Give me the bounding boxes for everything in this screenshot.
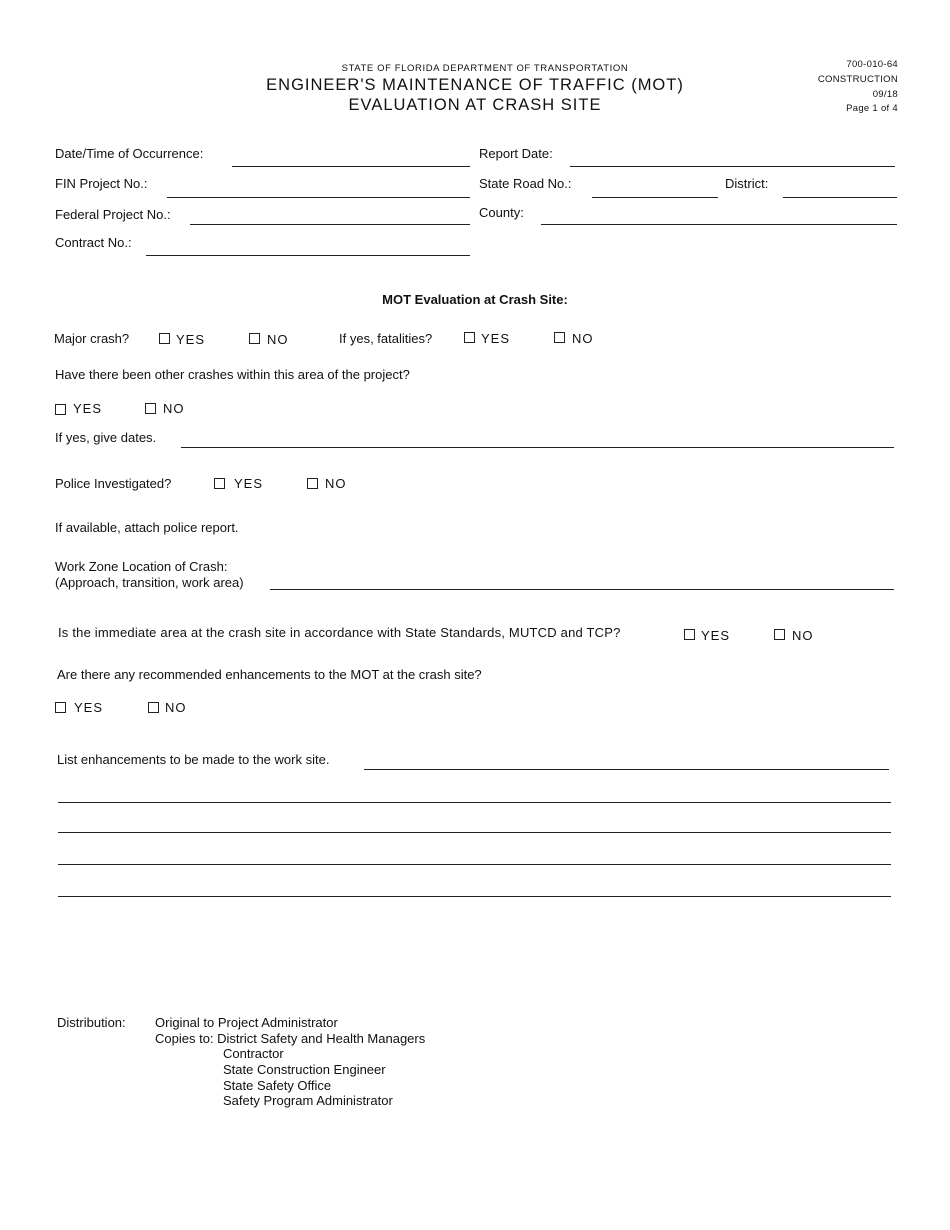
major-crash-yes-checkbox[interactable] [159, 333, 170, 344]
other-crashes-yes-checkbox[interactable] [55, 404, 66, 415]
list-enhancements-label: List enhancements to be made to the work site. [57, 752, 330, 767]
distribution-recipient: State Safety Office [223, 1078, 332, 1093]
major-crash-no-checkbox[interactable] [249, 333, 260, 344]
distribution-recipient: Contractor [223, 1046, 284, 1061]
contract-field[interactable] [146, 255, 470, 256]
enhancements-line-3[interactable] [58, 832, 891, 833]
distribution-recipient: Safety Program Administrator [223, 1093, 393, 1108]
enhancements-line-4[interactable] [58, 864, 891, 865]
police-no-label: NO [325, 476, 347, 491]
distribution-original: Original to Project Administrator [155, 1015, 338, 1030]
distribution-copies-to: Copies to: District Safety and Health Managers [155, 1031, 426, 1046]
form-title-line1: ENGINEER'S MAINTENANCE OF TRAFFIC (MOT) [266, 76, 684, 94]
state-road-label: State Road No.: [479, 176, 572, 191]
form-title-line2: EVALUATION AT CRASH SITE [348, 96, 602, 114]
fatalities-yes-checkbox[interactable] [464, 332, 475, 343]
state-road-field[interactable] [592, 197, 718, 198]
fatalities-yes-label: YES [481, 331, 511, 346]
fin-project-field[interactable] [167, 197, 470, 198]
county-label: County: [479, 205, 524, 220]
enhancements-line-1[interactable] [364, 769, 889, 770]
enhancements-yes-label: YES [74, 700, 104, 715]
form-number: 700-010-64 [846, 59, 898, 70]
district-label: District: [725, 176, 769, 191]
federal-project-field[interactable] [190, 224, 470, 225]
report-date-field[interactable] [570, 166, 895, 167]
form-revision: 09/18 [872, 89, 898, 100]
police-yes-label: YES [234, 476, 264, 491]
major-crash-no-label: NO [267, 332, 289, 347]
section-title: MOT Evaluation at Crash Site: [382, 292, 568, 307]
major-crash-label: Major crash? [54, 331, 130, 346]
fatalities-no-checkbox[interactable] [554, 332, 565, 343]
distribution-label: Distribution: [57, 1015, 126, 1030]
distribution-recipient: State Construction Engineer [223, 1062, 386, 1077]
work-zone-location-label: Work Zone Location of Crash: [55, 559, 228, 574]
major-crash-yes-label: YES [176, 332, 206, 347]
fin-project-label: FIN Project No.: [55, 176, 148, 191]
agency-name: STATE OF FLORIDA DEPARTMENT OF TRANSPORTATION [341, 63, 629, 74]
enhancements-line-2[interactable] [58, 802, 891, 803]
accordance-no-checkbox[interactable] [774, 629, 785, 640]
work-zone-location-field[interactable] [270, 589, 894, 590]
accordance-yes-checkbox[interactable] [684, 629, 695, 640]
police-yes-checkbox[interactable] [214, 478, 225, 489]
accordance-no-label: NO [792, 628, 814, 643]
enhancements-yes-checkbox[interactable] [55, 702, 66, 713]
federal-project-label: Federal Project No.: [55, 207, 171, 222]
fatalities-no-label: NO [572, 331, 594, 346]
county-field[interactable] [541, 224, 897, 225]
give-dates-label: If yes, give dates. [55, 430, 157, 445]
contract-label: Contract No.: [55, 235, 132, 250]
other-crashes-yes-label: YES [73, 401, 103, 416]
enhancements-no-label: NO [165, 700, 187, 715]
accordance-label: Is the immediate area at the crash site in accordance with State Standards, MUTCD and TCP? [58, 625, 621, 640]
fatalities-label: If yes, fatalities? [339, 331, 433, 346]
date-time-label: Date/Time of Occurrence: [55, 146, 204, 161]
enhancements-line-5[interactable] [58, 896, 891, 897]
accordance-yes-label: YES [701, 628, 731, 643]
report-date-label: Report Date: [479, 146, 553, 161]
other-crashes-label: Have there been other crashes within this area of the project? [55, 367, 410, 382]
enhancements-label: Are there any recommended enhancements to the MOT at the crash site? [57, 667, 482, 682]
enhancements-no-checkbox[interactable] [148, 702, 159, 713]
district-field[interactable] [783, 197, 897, 198]
date-time-field[interactable] [232, 166, 470, 167]
attach-report-label: If available, attach police report. [55, 520, 239, 535]
page-number: Page 1 of 4 [846, 103, 898, 114]
other-crashes-no-checkbox[interactable] [145, 403, 156, 414]
police-investigated-label: Police Investigated? [55, 476, 172, 491]
other-crashes-no-label: NO [163, 401, 185, 416]
form-category: CONSTRUCTION [817, 74, 898, 85]
give-dates-field[interactable] [181, 447, 894, 448]
work-zone-hint: (Approach, transition, work area) [55, 575, 244, 590]
police-no-checkbox[interactable] [307, 478, 318, 489]
